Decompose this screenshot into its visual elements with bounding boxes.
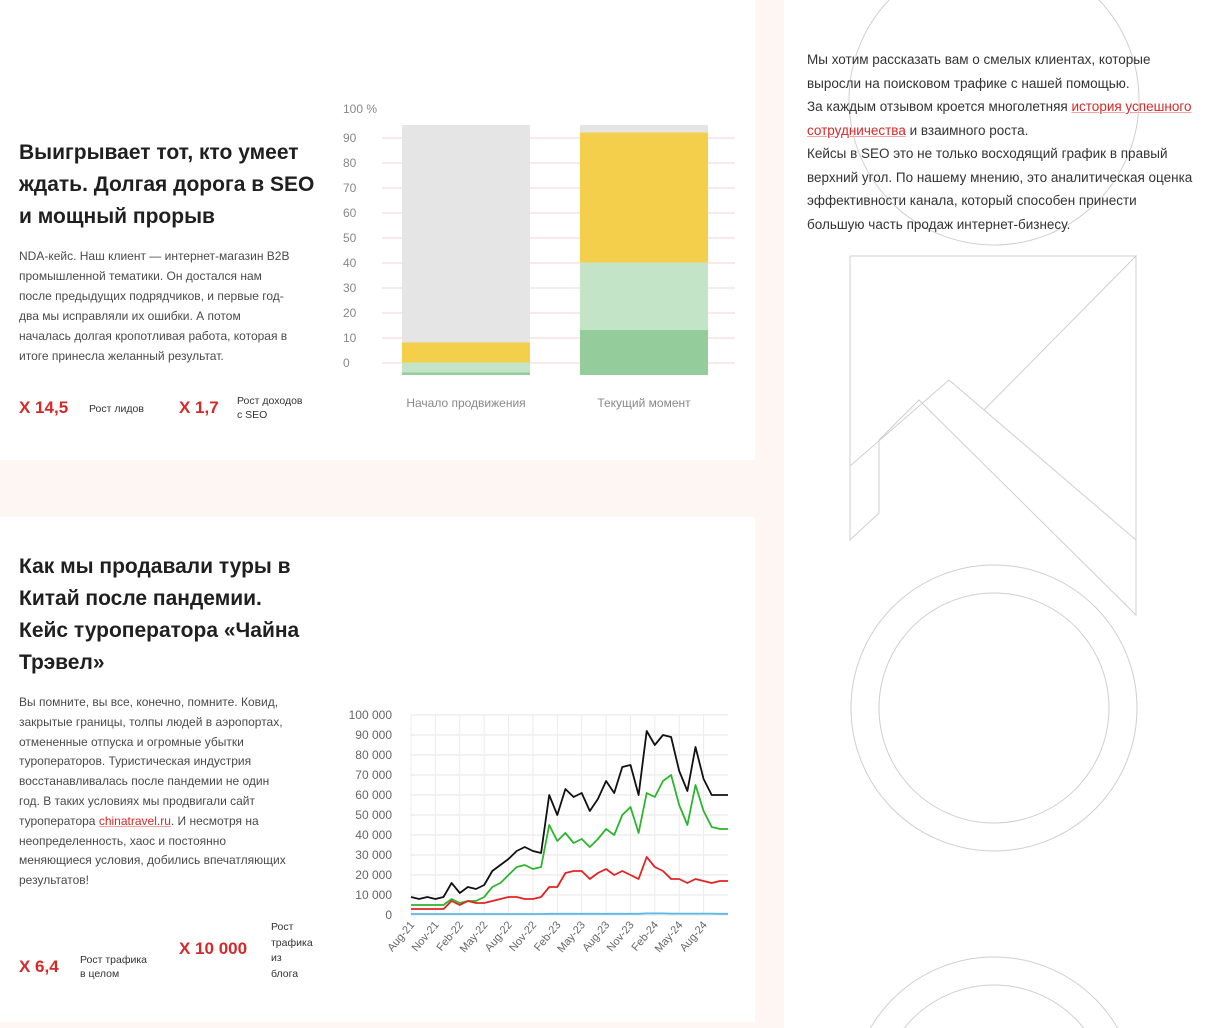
x-tick-label: Nov-23: [604, 919, 637, 955]
y-tick-label: 60: [343, 206, 357, 220]
case-title-line: Как мы продавали туры в: [19, 555, 291, 578]
line-chart-traffic: [330, 707, 750, 997]
case-description: [19, 246, 289, 366]
y-tick-label: 90: [343, 131, 357, 145]
x-tick-label: Feb-22: [434, 919, 467, 954]
chinatravel-link[interactable]: chinatravel.ru: [98, 813, 171, 828]
decor-circle-middle: [851, 565, 1137, 851]
case-title[interactable]: [19, 551, 299, 679]
stacked-bar-chart: [330, 95, 750, 425]
stat-blog-value: X 10 000: [179, 939, 248, 958]
intro-paragraph: Мы хотим рассказать вам о смелых клиентах, которые выросли на поисковом трафике с нашей помощью.: [807, 52, 1151, 91]
x-tick-label: Aug-23: [580, 919, 613, 955]
desc-line: туроператоров. Туристическая индустрия: [19, 754, 252, 769]
x-tick-label: Nov-21: [409, 919, 442, 955]
y-tick-label: 20: [343, 306, 357, 320]
desc-line: отмененные отпуска и огромные убытки: [19, 734, 244, 749]
y-tick-label: 60 000: [355, 788, 392, 802]
desc-line: промышленной тематики. Он достался нам: [19, 269, 262, 283]
desc-line: Вы помните, вы все, конечно, помните. Ковид,: [19, 695, 279, 709]
stat-revenue-label: [237, 394, 303, 422]
x-tick-label: Aug-21: [385, 919, 418, 955]
desc-line: год. В таких условиях мы продвигали сайт: [19, 793, 256, 808]
x-tick-label: Feb-23: [532, 919, 564, 954]
intro-paragraph: Кейсы в SEO это не только восходящий график в правый верхний угол. По нашему мнению, это аналитическая оценка эффективности канала, который способен принести большую часть продаж интернет-бизнесу.: [807, 146, 1193, 232]
intro-paragraph: [807, 95, 1197, 142]
y-tick-label: 0: [385, 908, 392, 922]
intro-panel: [784, 0, 1212, 1028]
desc-text: . И несмотря на: [170, 813, 259, 828]
stat-label-line: Рост доходов: [237, 395, 303, 407]
y-tick-label: 70: [343, 181, 357, 195]
x-tick-label: Aug-22: [482, 919, 515, 955]
case-title-line: и мощный прорыв: [19, 205, 215, 228]
desc-line: неопределенность, хаос и постоянно: [19, 833, 227, 848]
desc-line: закрытые границы, толпы людей в аэропортах,: [19, 714, 283, 729]
y-tick-label: 50: [343, 231, 357, 245]
y-tick-label: 40: [343, 256, 357, 270]
bar-segment: [402, 363, 530, 373]
desc-line: итоге принесла желанный результат.: [19, 349, 224, 363]
bar-segment: [580, 330, 708, 375]
stat-label-line: с SEO: [237, 409, 268, 421]
stat-label-line: трафика: [271, 936, 313, 949]
desc-line: NDA-кейс. Наш клиент — интернет-магазин B2B: [19, 249, 290, 263]
case-title-line: Китай после пандемии.: [19, 587, 262, 610]
y-tick-label: 70 000: [355, 768, 392, 782]
desc-line: меняющиеся условия, добились впечатляющих: [19, 853, 286, 868]
y-tick-label: 100 %: [343, 102, 378, 116]
intro-text-part: и взаимного роста.: [905, 122, 1029, 138]
case-description: [19, 693, 286, 891]
bar-segment: [402, 125, 530, 343]
stat-label-line: Рост: [271, 921, 294, 933]
x-tick-label: May-24: [652, 919, 686, 956]
x-category-label: Текущий момент: [597, 396, 691, 410]
decor-circle-bottom: [851, 957, 1137, 1028]
stat-label-line: Рост трафика: [80, 954, 148, 966]
bar-segment: [402, 373, 530, 376]
decor-circle-bottom-inner: [879, 985, 1109, 1028]
bar-segment: [580, 125, 708, 133]
bar-segment: [402, 343, 530, 363]
x-tick-label: Feb-24: [629, 919, 662, 954]
y-tick-label: 40 000: [355, 828, 392, 842]
x-tick-label: May-22: [457, 919, 491, 956]
desc-line: [19, 812, 286, 832]
intro-text: [807, 48, 1197, 236]
y-tick-label: 30 000: [355, 848, 392, 862]
y-tick-label: 10 000: [355, 888, 392, 902]
series-line: [411, 913, 728, 914]
series-line: [411, 857, 728, 909]
stat-leads-value: X 14,5: [19, 398, 69, 417]
intro-text-part: За каждым отзывом кроется многолетняя: [807, 99, 1072, 114]
case-card-seo-breakthrough[interactable]: [0, 0, 755, 460]
stat-traffic-value: X 6,4: [19, 957, 59, 976]
decor-circle-middle-inner: [879, 593, 1109, 823]
case-title[interactable]: [19, 137, 314, 233]
stat-leads-label: Рост лидов: [89, 403, 144, 415]
x-tick-label: May-23: [555, 919, 588, 956]
x-tick-label: Nov-22: [507, 919, 540, 955]
desc-line: два мы исправляли их ошибки. А потом: [19, 309, 241, 323]
x-tick-label: Aug-24: [677, 919, 710, 955]
case-title-line: Трэвел»: [19, 651, 105, 674]
stat-label-line: из: [271, 952, 282, 964]
desc-line: после предыдущих подрядчиков, и первые год-: [19, 289, 284, 303]
stat-label-line: блога: [271, 967, 299, 980]
y-tick-label: 90 000: [355, 728, 392, 742]
y-tick-label: 20 000: [355, 868, 392, 882]
y-tick-label: 50 000: [355, 808, 392, 822]
desc-line: началась долгая кропотливая работа, которая в: [19, 329, 288, 343]
desc-text: туроператора: [19, 813, 99, 828]
stat-traffic-label: [80, 953, 147, 981]
bar-segment: [580, 133, 708, 263]
stat-revenue-value: X 1,7: [179, 398, 219, 417]
case-title-line: ждать. Долгая дорога в SEO: [19, 173, 315, 196]
stat-blog-label: [271, 920, 313, 982]
stat-label-line: в целом: [80, 968, 120, 980]
decor-letter-k: [850, 256, 1136, 615]
bar-segment: [580, 263, 708, 331]
case-title-line: Кейс туроператора «Чайна: [19, 619, 300, 642]
decor-k-diagonal: [850, 380, 1136, 540]
desc-line: результатов!: [19, 873, 90, 888]
y-tick-label: 80: [343, 156, 357, 170]
success-story-link[interactable]: история успешного сотрудничества: [807, 99, 1192, 138]
y-tick-label: 30: [343, 281, 357, 295]
case-title-line: Выигрывает тот, кто умеет: [19, 141, 299, 164]
x-category-label: Начало продвижения: [406, 396, 526, 410]
desc-line: восстанавливалась после пандемии не один: [19, 774, 270, 789]
case-card-china-travel[interactable]: [0, 517, 755, 1022]
y-tick-label: 10: [343, 331, 357, 345]
y-tick-label: 0: [343, 356, 350, 370]
y-tick-label: 100 000: [348, 708, 392, 722]
y-tick-label: 80 000: [355, 748, 392, 762]
